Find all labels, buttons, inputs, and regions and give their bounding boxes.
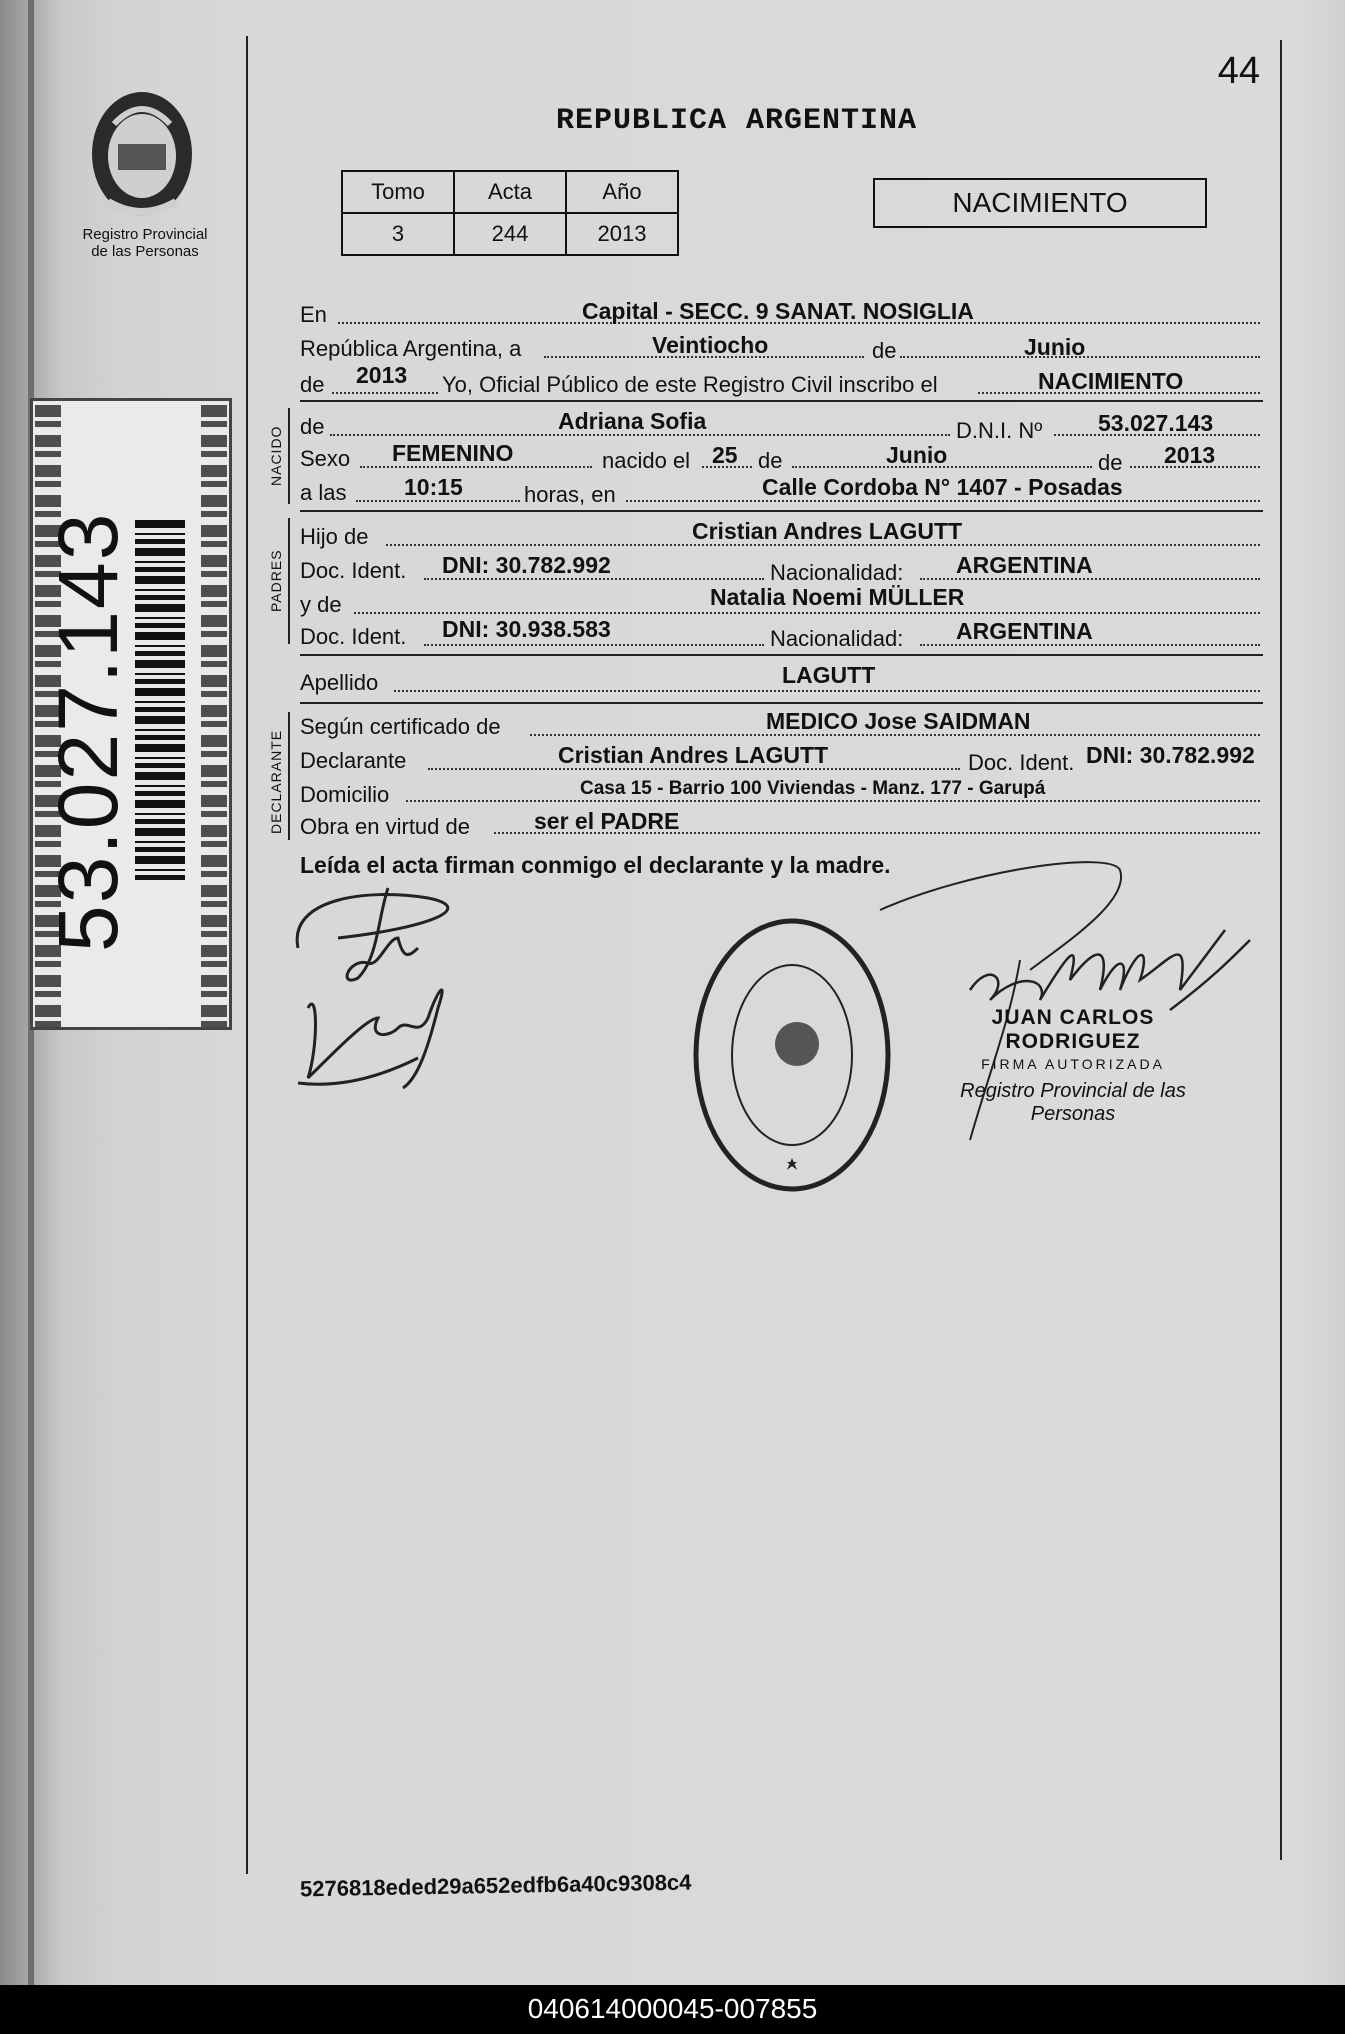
dni-label: D.N.I. Nº (956, 418, 1043, 443)
horas-label: horas, en (524, 482, 616, 507)
de-label: de (758, 448, 783, 473)
document-hash: 5276818eded29a652edfb6a40c9308c4 (299, 1869, 692, 1902)
bracket (288, 408, 290, 504)
birth-time: 10:15 (404, 474, 463, 500)
de-label: de (300, 372, 325, 397)
yde-label: y de (300, 592, 342, 617)
table-cell: 3 (342, 213, 454, 255)
sexo-value: FEMENINO (392, 440, 514, 466)
section-label: NACIDO (268, 425, 284, 486)
child-dni: 53.027.143 (1098, 410, 1214, 436)
dotted-line (332, 392, 438, 394)
child-name: Adriana Sofia (558, 408, 707, 434)
obra-value: ser el PADRE (534, 808, 680, 834)
apellido-value: LAGUTT (782, 662, 876, 688)
page-number: 44 (1217, 50, 1260, 92)
dotted-line (406, 800, 1260, 802)
divider (300, 510, 1263, 512)
table-header: Acta (454, 171, 566, 213)
table-header: Año (566, 171, 678, 213)
record-type-box: NACIMIENTO (873, 178, 1207, 228)
alas-label: a las (300, 480, 347, 505)
oficial-text: Yo, Oficial Público de este Registro Civil inscribo el (442, 372, 938, 397)
pattern-strip (201, 401, 227, 1027)
dotted-line (424, 644, 764, 646)
de-label: de (300, 414, 325, 439)
doc-label: Doc. Ident. (300, 624, 407, 649)
declarante-label: Declarante (300, 748, 407, 773)
apellido-label: Apellido (300, 670, 379, 695)
en-label: En (300, 302, 327, 327)
signer-block (922, 1006, 1224, 1126)
left-margin-rule (246, 36, 248, 1874)
de-label: de (1098, 450, 1123, 475)
de-label: de (872, 338, 897, 363)
day-value: Veintiocho (652, 332, 769, 358)
year-value: 2013 (356, 362, 408, 388)
signer-role: FIRMA AUTORIZADA (981, 1056, 1165, 1072)
birth-day: 25 (712, 442, 738, 468)
nacido-label: nacido el (602, 448, 691, 473)
inscribo-value: NACIMIENTO (1038, 368, 1184, 394)
divider (300, 702, 1263, 704)
father-nationality: ARGENTINA (956, 552, 1093, 578)
divider (300, 654, 1263, 656)
signer-name: JUAN CARLOS RODRIGUEZ (991, 1006, 1155, 1053)
barcode-icon (135, 520, 185, 880)
section-label: DECLARANTE (268, 729, 284, 834)
mother-name: Natalia Noemi MÜLLER (710, 584, 965, 610)
father-doc: DNI: 30.782.992 (442, 552, 611, 578)
nacionalidad-label: Nacionalidad: (770, 626, 904, 651)
divider (300, 400, 1263, 402)
birth-month: Junio (886, 442, 948, 468)
registry-table (341, 170, 679, 256)
closing-statement: Leída el acta firman conmigo el declarante y la madre. (300, 852, 891, 878)
footer-code: 040614000045-007855 (527, 1993, 818, 2024)
birth-place: Calle Cordoba N° 1407 - Posadas (762, 474, 1123, 500)
certificado-value: MEDICO Jose SAIDMAN (766, 708, 1031, 734)
table-header: Tomo (342, 171, 454, 213)
section-label: PADRES (268, 549, 284, 612)
dotted-line (394, 690, 1260, 692)
birth-year: 2013 (1164, 442, 1216, 468)
bracket (288, 712, 290, 840)
signer-org: Registro Provincial de las Personas (960, 1080, 1186, 1125)
sexo-label: Sexo (300, 446, 351, 471)
place-value: Capital - SECC. 9 SANAT. NOSIGLIA (582, 298, 974, 324)
registry-name: Registro Provincial de las Personas (82, 226, 208, 260)
month-value: Junio (1024, 334, 1086, 360)
dotted-line (354, 612, 1260, 614)
mother-doc: DNI: 30.938.583 (442, 616, 611, 642)
doc-label: Doc. Ident. (300, 558, 407, 583)
provincial-seal-icon (84, 84, 200, 224)
declarante-name: Cristian Andres LAGUTT (558, 742, 829, 768)
obra-label: Obra en virtud de (300, 814, 470, 839)
table-cell: 2013 (566, 213, 678, 255)
domicilio-label: Domicilio (300, 782, 390, 807)
certificado-label: Según certificado de (300, 714, 501, 739)
hijo-label: Hijo de (300, 524, 369, 549)
nacionalidad-label: Nacionalidad: (770, 560, 904, 585)
republica-label: República Argentina, a (300, 336, 522, 361)
mother-nationality: ARGENTINA (956, 618, 1093, 644)
bracket (288, 518, 290, 644)
document-title: REPUBLICA ARGENTINA (556, 104, 918, 138)
doc-label: Doc. Ident. (968, 750, 1075, 775)
table-cell: 244 (454, 213, 566, 255)
declarante-doc: DNI: 30.782.992 (1086, 742, 1255, 768)
barcode-number: 53.027.143 (41, 511, 135, 952)
father-name: Cristian Andres LAGUTT (692, 518, 963, 544)
declarant-signature-icon (278, 878, 498, 1098)
official-stamp-icon (692, 916, 892, 1194)
domicilio-value: Casa 15 - Barrio 100 Viviendas - Manz. 177 - Garupá (580, 778, 1046, 799)
footer-band (0, 1985, 1345, 2034)
